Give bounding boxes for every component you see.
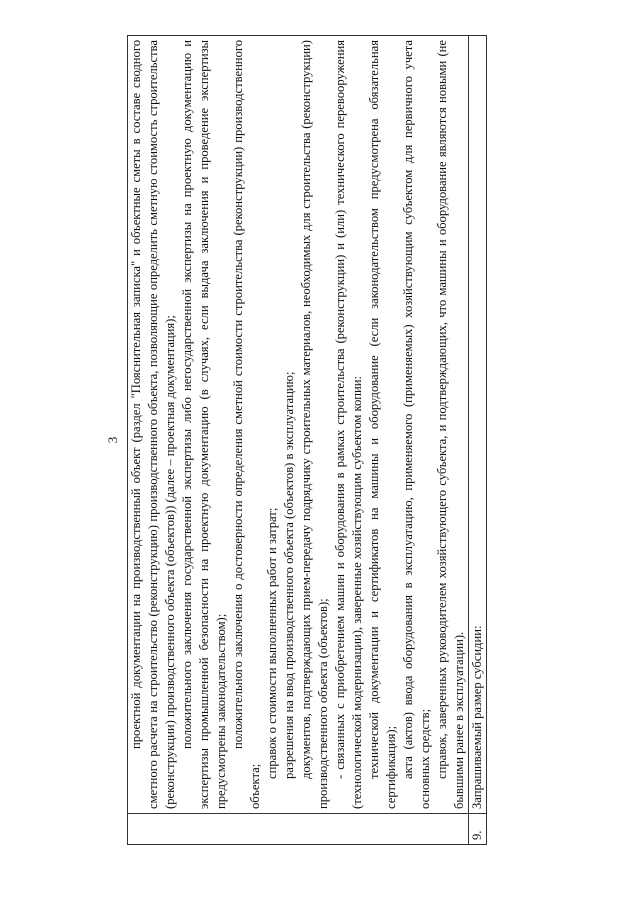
document-table xyxy=(127,35,487,845)
paragraph-commissioning-acts: акта (актов) ввода оборудования в эксплуатацию, применяемого (применяемых) хозяйствующим субъектом для первичного учета основных средств; xyxy=(401,40,432,809)
row-number-cell xyxy=(128,814,469,845)
requested-subsidy-label: Запрашиваемый размер субсидии: xyxy=(469,36,487,814)
paragraph-technical-documentation: технической документации и сертификатов на машины и оборудование (если законодательством предусмотрена обязательная сертификация); xyxy=(367,40,398,809)
row-content-cell xyxy=(128,36,469,814)
paragraph-cost-reliability-conclusion: положительного заключения о достоверности определения сметной стоимости строительства (реконструкции) производственного объекта; xyxy=(231,40,262,809)
table-row xyxy=(128,36,469,845)
paragraph-project-documentation: проектной документации на производственный объект (раздел "Пояснительная записка" и объектные сметы в составе сводного сметного расчета на строительство (реконструкцию) производственного объекта, позволяющие определить сметную стоимость строительства (реконструкции) производственного объекта (объектов)) (далее – проектная документация); xyxy=(129,40,177,809)
row-number-cell: 9. xyxy=(469,814,487,845)
paragraph-expertise-conclusion: положительного заключения государственной экспертизы либо негосударственной экспертизы на проектную документацию и экспертизы промышленной безопасности на проектную документацию (в случаях, если выдача заключения и проведение экспертизы предусмотрены законодательством); xyxy=(180,40,228,809)
page-number: 3 xyxy=(105,436,120,444)
paragraph-cost-certificates: справок о стоимости выполненных работ и затрат; xyxy=(265,507,279,779)
rotated-page-content xyxy=(105,35,535,845)
paragraph-commissioning-permit: разрешения на ввод производственного объекта (объектов) в эксплуатацию; xyxy=(282,371,296,779)
paragraph-materials-transfer-documents: документов, подтверждающих прием-передачу подрядчику строительных материалов, необходимых для строительства (реконструкции) производственного объекта (объектов); xyxy=(299,40,330,809)
paragraph-new-equipment-certificates: справок, заверенных руководителем хозяйствующего субъекта, и подтверждающих, что машины и оборудование являются новыми (не бывшими ранее в эксплуатации). xyxy=(435,40,466,809)
table-row xyxy=(469,36,487,845)
paragraph-machinery-acquisition: - связанных с приобретением машин и оборудования в рамках строительства (реконструкции) и (или) технического перевооружения (технологической модернизации), заверенные хозяйствующим субъектом копии: xyxy=(333,40,364,809)
